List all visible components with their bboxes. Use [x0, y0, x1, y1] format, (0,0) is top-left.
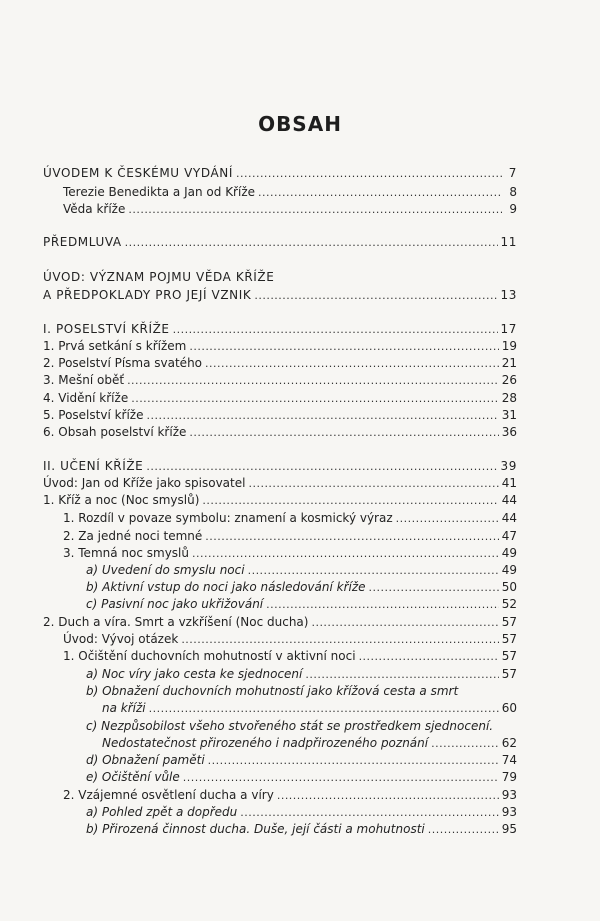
toc-entry-label: II. UČENÍ KŘÍŽE — [43, 459, 144, 473]
toc-entry — [43, 474, 517, 492]
toc-entry-label: Úvod: Vývoj otázek — [63, 632, 179, 646]
toc-entry-page: 11 — [500, 235, 517, 249]
toc-entry-label: 3. Temná noc smyslů — [63, 546, 189, 560]
toc-entry-label: PŘEDMLUVA — [43, 235, 122, 249]
toc-entry-label: 1. Prvá setkání s křížem — [43, 339, 187, 353]
toc-entry — [86, 665, 517, 683]
leader-dots — [254, 286, 497, 305]
toc-entry-label: 2. Vzájemné osvětlení ducha a víry — [63, 788, 274, 802]
toc-entry-page: 41 — [501, 476, 517, 490]
toc-entry-label: c) Nezpůsobilost všeho stvořeného stát se prostředkem sjednocení. — [86, 719, 494, 733]
toc-entry-label: Věda kříže — [63, 202, 126, 216]
toc-entry-page: 44 — [501, 511, 517, 525]
toc-entry-page: 93 — [501, 788, 517, 802]
toc-entry-label: d) Obnažení paměti — [86, 753, 205, 767]
toc-entry-page: 44 — [501, 493, 517, 507]
toc-entry — [43, 233, 517, 251]
toc-entry-page: 21 — [501, 356, 517, 370]
toc-entry-label: 1. Rozdíl v povaze symbolu: znamení a kosmický výraz — [63, 511, 393, 525]
leader-dots — [359, 647, 499, 666]
leader-dots — [202, 491, 498, 510]
toc-entry-page: 57 — [501, 667, 517, 681]
leader-dots — [266, 595, 499, 614]
toc-entry-page: 36 — [501, 425, 517, 439]
toc-entry — [86, 751, 517, 769]
toc-entry-label: ÚVODEM K ČESKÉMU VYDÁNÍ — [43, 166, 233, 180]
toc-entry-label: Úvod: Jan od Kříže jako spisovatel — [43, 476, 246, 490]
toc-entry — [43, 423, 517, 441]
toc-entry-page: 49 — [501, 546, 517, 560]
leader-dots — [125, 233, 498, 252]
toc-entry-page: 26 — [501, 373, 517, 387]
leader-dots — [236, 164, 502, 183]
toc-entry — [86, 768, 517, 786]
toc-entry — [63, 630, 517, 648]
toc-entry-page: 9 — [509, 202, 517, 216]
toc-entry-label: 2. Za jedné noci temné — [63, 529, 203, 543]
leader-dots — [189, 423, 498, 442]
toc-entry — [63, 647, 517, 665]
toc-entry — [86, 803, 517, 821]
toc-entry — [86, 820, 517, 838]
page-title: OBSAH — [258, 112, 342, 136]
toc-entry — [63, 544, 517, 562]
toc-entry-label: b) Aktivní vstup do noci jako následování kříže — [86, 580, 366, 594]
toc-entry-page: 31 — [501, 408, 517, 422]
toc-entry-page: 13 — [500, 288, 517, 302]
toc-entry-label: 2. Poselství Písma svatého — [43, 356, 203, 370]
toc-entry — [63, 786, 517, 804]
toc-entry-label: a) Uvedení do smyslu noci — [86, 563, 245, 577]
toc-entry-label: A PŘEDPOKLADY PRO JEJÍ VZNIK — [43, 288, 252, 302]
toc-entry-label: 3. Mešní oběť — [43, 373, 125, 387]
toc-entry-label: 5. Poselství kříže — [43, 408, 144, 422]
toc-entry-page: 74 — [501, 753, 517, 767]
toc-entry — [102, 699, 517, 717]
toc-entry — [86, 561, 517, 579]
toc-entry-page: 50 — [501, 580, 517, 594]
toc-entry — [43, 457, 517, 475]
toc-entry-page: 93 — [501, 805, 517, 819]
toc-entry-page: 17 — [500, 322, 517, 336]
toc-entry-label: 6. Obsah poselství kříže — [43, 425, 187, 439]
toc-entry — [43, 613, 517, 631]
toc-entry-page: 8 — [509, 185, 517, 199]
toc-entry-label: Nedostatečnost přirozeného i nadpřirozeného poznání — [102, 736, 429, 750]
toc-entry-page: 57 — [501, 649, 517, 663]
toc-entry-label: 1. Očištění duchovních mohutností v aktivní noci — [63, 649, 356, 663]
toc-entry-page: 28 — [501, 391, 517, 405]
toc-entry-page: 79 — [501, 770, 517, 784]
toc-entry-label: a) Pohled zpět a dopředu — [86, 805, 238, 819]
toc-entry — [43, 320, 517, 338]
toc-entry-label: a) Noc víry jako cesta ke sjednocení — [86, 667, 303, 681]
toc-entry — [43, 371, 517, 389]
toc-entry-page: 47 — [501, 529, 517, 543]
toc-entry — [43, 354, 517, 372]
toc-entry-label: e) Očištění vůle — [86, 770, 180, 784]
toc-entry-label: ÚVOD: VÝZNAM POJMU VĚDA KŘÍŽE — [43, 270, 275, 284]
toc-entry-label: na kříži — [102, 701, 146, 715]
toc-entry-page: 19 — [501, 339, 517, 353]
toc-entry-label: 1. Kříž a noc (Noc smyslů) — [43, 493, 200, 507]
toc-entry-page: 57 — [501, 615, 517, 629]
toc-entry — [43, 337, 517, 355]
leader-dots — [149, 699, 499, 718]
toc-entry-page: 52 — [501, 597, 517, 611]
toc-entry-page: 7 — [508, 166, 517, 180]
toc-entry-label: b) Přirozená činnost ducha. Duše, její části a mohutnosti — [86, 822, 425, 836]
toc-entry-page: 62 — [501, 736, 517, 750]
toc-entry-page: 60 — [501, 701, 517, 715]
toc-entry — [102, 734, 517, 752]
toc-entry-label: I. POSELSTVÍ KŘÍŽE — [43, 322, 170, 336]
toc-entry-page: 39 — [500, 459, 517, 473]
toc-entry — [43, 491, 517, 509]
toc-entry — [63, 200, 517, 218]
toc-entry-label: 2. Duch a víra. Smrt a vzkříšení (Noc ducha) — [43, 615, 309, 629]
toc-entry-label: Terezie Benedikta a Jan od Kříže — [63, 185, 256, 199]
toc-entry-page: 95 — [501, 822, 517, 836]
toc-entry-label: c) Pasivní noc jako ukřižování — [86, 597, 264, 611]
toc-entry-page: 57 — [501, 632, 517, 646]
toc-entry — [43, 286, 517, 304]
toc-entry — [43, 389, 517, 407]
toc-entry — [63, 183, 517, 201]
toc-entry — [63, 527, 517, 545]
leader-dots — [127, 371, 499, 390]
toc-entry — [63, 509, 517, 527]
toc-entry — [43, 406, 517, 424]
toc-entry-label: 4. Vidění kříže — [43, 391, 129, 405]
leader-dots — [396, 509, 499, 528]
toc-entry — [86, 595, 517, 613]
toc-entry-label: b) Obnažení duchovních mohutností jako křížová cesta a smrt — [86, 684, 459, 698]
toc-entry-page: 49 — [501, 563, 517, 577]
leader-dots — [428, 820, 499, 839]
toc-entry — [86, 578, 517, 596]
toc-entry — [43, 164, 517, 182]
leader-dots — [128, 200, 502, 219]
leader-dots — [183, 768, 499, 787]
